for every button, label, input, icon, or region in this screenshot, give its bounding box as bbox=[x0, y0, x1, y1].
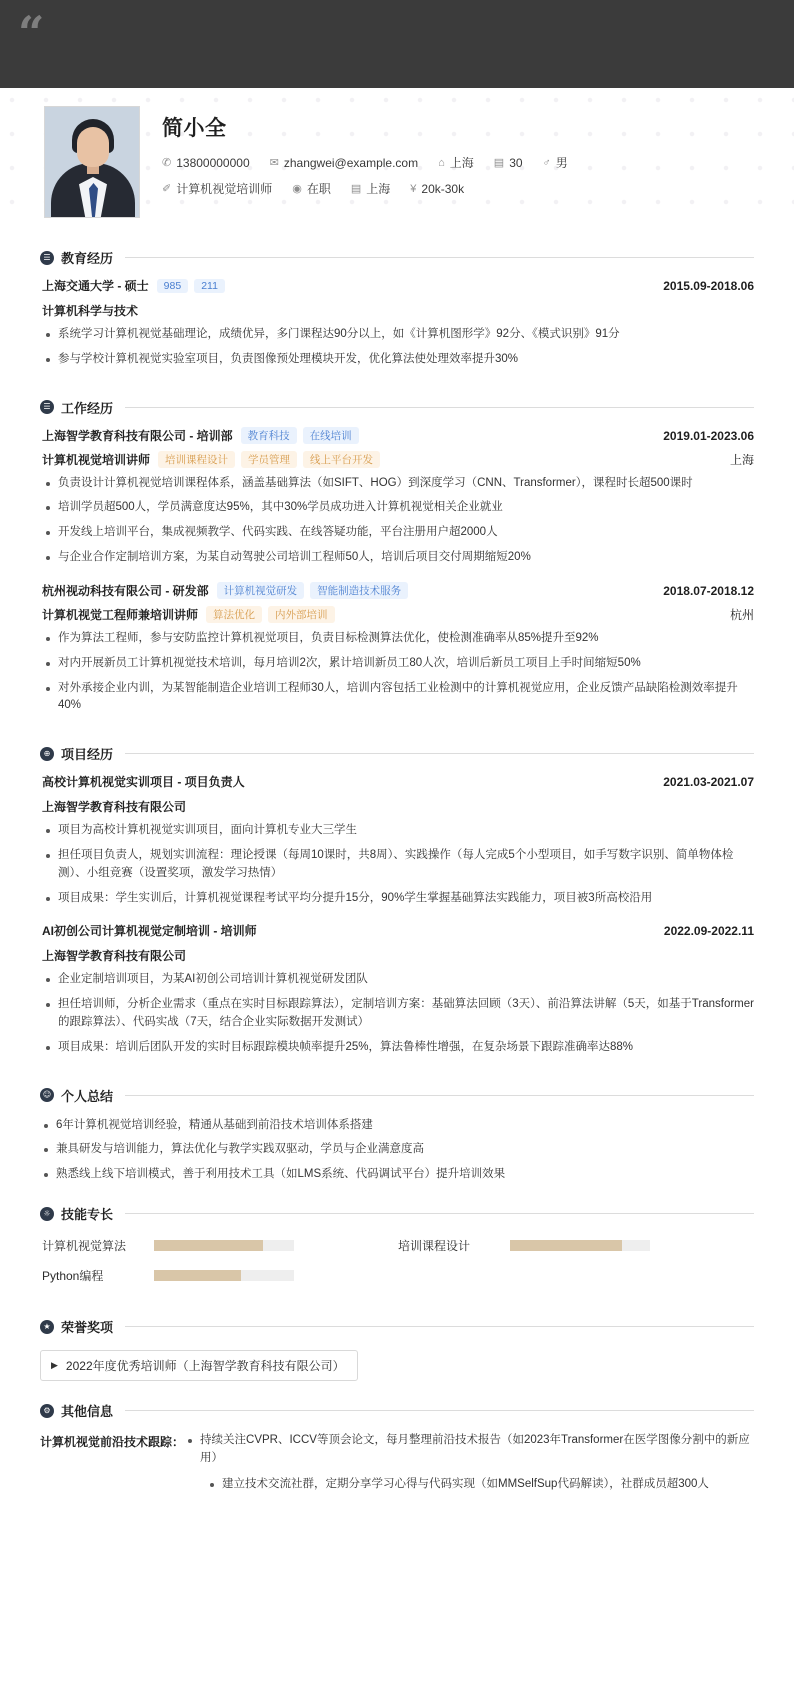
list-item: 参与学校计算机视觉实验室项目，负责图像预处理模块开发，优化算法使处理效率提升30% bbox=[42, 351, 754, 369]
skill-item bbox=[42, 1267, 398, 1284]
contact-phone-value: 13800000000 bbox=[176, 155, 250, 170]
contact-email-value: zhangwei@example.com bbox=[283, 155, 419, 170]
job-title bbox=[162, 180, 272, 197]
skill-item bbox=[42, 1237, 398, 1254]
work-tag: 在线培训 bbox=[303, 427, 359, 444]
medal-icon: ★ bbox=[40, 1320, 54, 1334]
section-projects bbox=[0, 744, 794, 1066]
list-item: 作为算法工程师，参与安防监控计算机视觉项目，负责目标检测算法优化，使检测准确率从85%提升至92% bbox=[42, 630, 754, 648]
education-tag: 985 bbox=[157, 279, 189, 293]
work-role: 计算机视觉工程师兼培训讲师 bbox=[42, 607, 199, 622]
work-role: 计算机视觉培训讲师 bbox=[42, 452, 151, 467]
page-bottom-spacer bbox=[0, 1502, 794, 1520]
work-bullets bbox=[42, 475, 754, 567]
project-company: 上海智学教育科技有限公司 bbox=[42, 800, 187, 815]
section-header-projects bbox=[40, 744, 754, 763]
mail-icon: ✉ bbox=[269, 157, 279, 169]
job-status bbox=[292, 180, 331, 197]
building-icon: ☰ bbox=[40, 400, 54, 414]
section-summary bbox=[0, 1086, 794, 1184]
honor-label: 2022年度优秀培训师（上海智学教育科技有限公司） bbox=[65, 1359, 345, 1374]
divider bbox=[125, 753, 754, 754]
briefcase-icon: ✐ bbox=[162, 183, 172, 195]
skill-item bbox=[398, 1237, 754, 1254]
triangle-right-icon: ▶ bbox=[51, 1360, 58, 1371]
job-status-value: 在职 bbox=[306, 182, 331, 196]
contact-city-value: 上海 bbox=[449, 156, 474, 170]
job-row bbox=[162, 180, 588, 197]
list-item: 担任项目负责人，规划实训流程：理论授课（每周10课时，共8周）、实践操作（每人完成5个小型项目，如手写数字识别、简单物体检测）、小组竞赛（设置奖项，激发学习热情） bbox=[42, 847, 754, 883]
list-item: 对外承接企业内训，为某智能制造企业培训工程师30人，培训内容包括工业检测中的计算机视觉应用，企业反馈产品缺陷检测效率提升40% bbox=[42, 680, 754, 716]
list-item: 与企业合作定制培训方案，为某自动驾驶公司培训工程师50人，培训后项目交付周期缩短20% bbox=[42, 549, 754, 567]
graduation-cap-icon: ☰ bbox=[40, 251, 54, 265]
list-item: 建立技术交流社群，定期分享学习心得与代码实现（如MMSelfSup代码解读），社群成员超300人 bbox=[206, 1476, 754, 1494]
list-item: 系统学习计算机视觉基础理论，成绩优异，多门课程达90分以上，如《计算机图形学》92分、《模式识别》91分 bbox=[42, 326, 754, 344]
contact-gender-value: 男 bbox=[555, 156, 568, 170]
work-role-tag: 算法优化 bbox=[206, 606, 262, 623]
section-header-honors bbox=[40, 1317, 754, 1336]
work-date: 2019.01-2023.06 bbox=[663, 428, 754, 443]
user-icon: ☺ bbox=[40, 1088, 54, 1102]
divider bbox=[125, 1326, 754, 1327]
list-item: 负责设计计算机视觉培训课程体系，涵盖基础算法（如SIFT、HOG）到深度学习（CNN、Transformer），课程时长超500课时 bbox=[42, 475, 754, 493]
honor-item[interactable] bbox=[40, 1350, 358, 1381]
status-icon: ◉ bbox=[292, 183, 302, 195]
skill-bar bbox=[154, 1270, 294, 1281]
divider bbox=[125, 1213, 754, 1214]
work-role-tag: 培训课程设计 bbox=[158, 451, 235, 468]
work-company: 杭州视动科技有限公司 - 研发部 bbox=[42, 583, 209, 598]
job-salary bbox=[410, 182, 464, 196]
contact-city bbox=[438, 154, 474, 171]
list-item: 项目成果：学生实训后，计算机视觉课程考试平均分提升15分，90%学生掌握基础算法实践能力，项目被3所高校沿用 bbox=[42, 890, 754, 908]
list-item: 担任培训师，分析企业需求（重点在实时目标跟踪算法），定制培训方案：基础算法回顾（3天）、前沿算法讲解（5天，如基于Transformer的跟踪算法）、代码实战（7天，结合企业实际数据开发测试） bbox=[42, 996, 754, 1032]
list-item: 6年计算机视觉培训经验，精通从基础到前沿技术培训体系搭建 bbox=[40, 1117, 754, 1135]
location-icon: ⌂ bbox=[438, 156, 445, 169]
work-item bbox=[40, 576, 754, 724]
list-item: 项目为高校计算机视觉实训项目，面向计算机专业大三学生 bbox=[42, 822, 754, 840]
contact-age bbox=[494, 156, 523, 170]
work-tag: 智能制造技术服务 bbox=[310, 582, 408, 599]
project-bullets bbox=[42, 971, 754, 1056]
list-item: 兼具研发与培训能力，算法优化与教学实践双驱动，学员与企业满意度高 bbox=[40, 1141, 754, 1159]
section-education bbox=[0, 248, 794, 378]
work-tag: 教育科技 bbox=[241, 427, 297, 444]
gender-icon: ♂ bbox=[542, 156, 551, 169]
section-title-skills: 技能专长 bbox=[61, 1207, 114, 1223]
education-major: 计算机科学与技术 bbox=[42, 304, 139, 318]
divider bbox=[125, 1095, 754, 1096]
lightbulb-icon: ☼ bbox=[40, 1207, 54, 1221]
project-item bbox=[40, 767, 754, 916]
project-bullets bbox=[42, 822, 754, 907]
section-honors bbox=[0, 1317, 794, 1381]
list-item: 企业定制培训项目，为某AI初创公司培训计算机视觉研发团队 bbox=[42, 971, 754, 989]
job-city bbox=[351, 180, 390, 197]
section-title-summary: 个人总结 bbox=[61, 1088, 114, 1104]
divider bbox=[125, 1410, 754, 1411]
project-name: 高校计算机视觉实训项目 - 项目负责人 bbox=[42, 775, 245, 790]
contact-row bbox=[162, 154, 588, 171]
section-header-skills bbox=[40, 1204, 754, 1223]
quote-icon: “ bbox=[18, 6, 45, 60]
skill-bar bbox=[510, 1240, 650, 1251]
list-item: 培训学员超500人，学员满意度达95%，其中30%学员成功进入计算机视觉相关企业就业 bbox=[42, 499, 754, 517]
skills-list bbox=[40, 1227, 754, 1297]
work-date: 2018.07-2018.12 bbox=[663, 583, 754, 598]
other-sub-bullets bbox=[206, 1476, 754, 1494]
list-item: 熟悉线上线下培训模式，善于利用技术工具（如LMS系统、代码调试平台）提升培训效果 bbox=[40, 1166, 754, 1184]
list-item: 对内开展新员工计算机视觉技术培训，每月培训2次，累计培训新员工80人次，培训后新员工项目上手时间缩短50% bbox=[42, 655, 754, 673]
project-date: 2022.09-2022.11 bbox=[663, 924, 754, 939]
section-header-education bbox=[40, 248, 754, 267]
education-tag: 211 bbox=[194, 279, 225, 293]
work-role-tag: 学员管理 bbox=[241, 451, 297, 468]
education-bullets bbox=[42, 326, 754, 369]
info-icon: ⚙ bbox=[40, 1404, 54, 1418]
list-item: 项目成果：培训后团队开发的实时目标跟踪模块帧率提升25%，算法鲁棒性增强，在复杂场景下跟踪准确率达88% bbox=[42, 1039, 754, 1057]
work-company: 上海智学教育科技有限公司 - 培训部 bbox=[42, 428, 233, 443]
work-item bbox=[40, 421, 754, 576]
page-title: 简小全 bbox=[162, 117, 227, 140]
section-work bbox=[0, 398, 794, 725]
grid-icon: ⊕ bbox=[40, 747, 54, 761]
skill-label: Python编程 bbox=[42, 1269, 104, 1284]
section-title-projects: 项目经历 bbox=[61, 747, 114, 763]
other-key: 计算机视觉前沿技术跟踪： bbox=[40, 1435, 185, 1450]
summary-bullets bbox=[40, 1117, 754, 1184]
phone-icon: ✆ bbox=[162, 157, 172, 169]
top-banner bbox=[0, 0, 794, 88]
avatar bbox=[44, 106, 140, 218]
profile-header bbox=[0, 88, 794, 228]
work-tag: 计算机视觉研发 bbox=[217, 582, 305, 599]
city-icon: ▤ bbox=[350, 183, 362, 195]
section-title-education: 教育经历 bbox=[61, 251, 114, 266]
contact-phone bbox=[162, 156, 250, 170]
list-item: 开发线上培训平台，集成视频教学、代码实践、在线答疑功能，平台注册用户超2000人 bbox=[42, 524, 754, 542]
skill-label: 培训课程设计 bbox=[398, 1239, 471, 1254]
project-name: AI初创公司计算机视觉定制培训 - 培训师 bbox=[42, 924, 257, 939]
contact-age-value: 30 bbox=[509, 155, 523, 170]
work-bullets bbox=[42, 630, 754, 715]
job-salary-value: 20k-30k bbox=[421, 181, 465, 196]
project-item bbox=[40, 916, 754, 1065]
section-skills bbox=[0, 1204, 794, 1297]
section-header-other bbox=[40, 1401, 754, 1420]
salary-icon: ¥ bbox=[410, 182, 417, 195]
divider bbox=[125, 407, 754, 408]
education-item bbox=[40, 271, 754, 378]
work-location: 杭州 bbox=[729, 607, 754, 622]
work-location: 上海 bbox=[729, 452, 754, 467]
other-bullets bbox=[184, 1432, 754, 1468]
job-city-value: 上海 bbox=[366, 182, 391, 196]
section-title-other: 其他信息 bbox=[61, 1404, 114, 1420]
project-date: 2021.03-2021.07 bbox=[663, 775, 754, 790]
section-title-work: 工作经历 bbox=[61, 400, 114, 416]
project-company: 上海智学教育科技有限公司 bbox=[42, 949, 187, 964]
divider bbox=[125, 257, 754, 258]
age-icon: ▤ bbox=[493, 157, 505, 169]
contact-email bbox=[270, 156, 418, 170]
skill-label: 计算机视觉算法 bbox=[42, 1239, 127, 1254]
education-date: 2015.09-2018.06 bbox=[663, 279, 754, 293]
job-title-value: 计算机视觉培训师 bbox=[176, 182, 273, 196]
education-school: 上海交通大学 - 硕士 bbox=[42, 279, 149, 293]
section-title-honors: 荣誉奖项 bbox=[61, 1320, 114, 1336]
section-other bbox=[0, 1401, 794, 1501]
work-role-tag: 内外部培训 bbox=[268, 606, 335, 623]
other-item bbox=[40, 1424, 754, 1501]
section-header-work bbox=[40, 398, 754, 417]
section-header-summary bbox=[40, 1086, 754, 1105]
contact-gender bbox=[543, 154, 568, 171]
skill-bar bbox=[154, 1240, 294, 1251]
work-role-tag: 线上平台开发 bbox=[303, 451, 380, 468]
list-item: 持续关注CVPR、ICCV等顶会论文，每月整理前沿技术报告（如2023年Transformer在医学图像分割中的新应用） bbox=[184, 1432, 754, 1468]
